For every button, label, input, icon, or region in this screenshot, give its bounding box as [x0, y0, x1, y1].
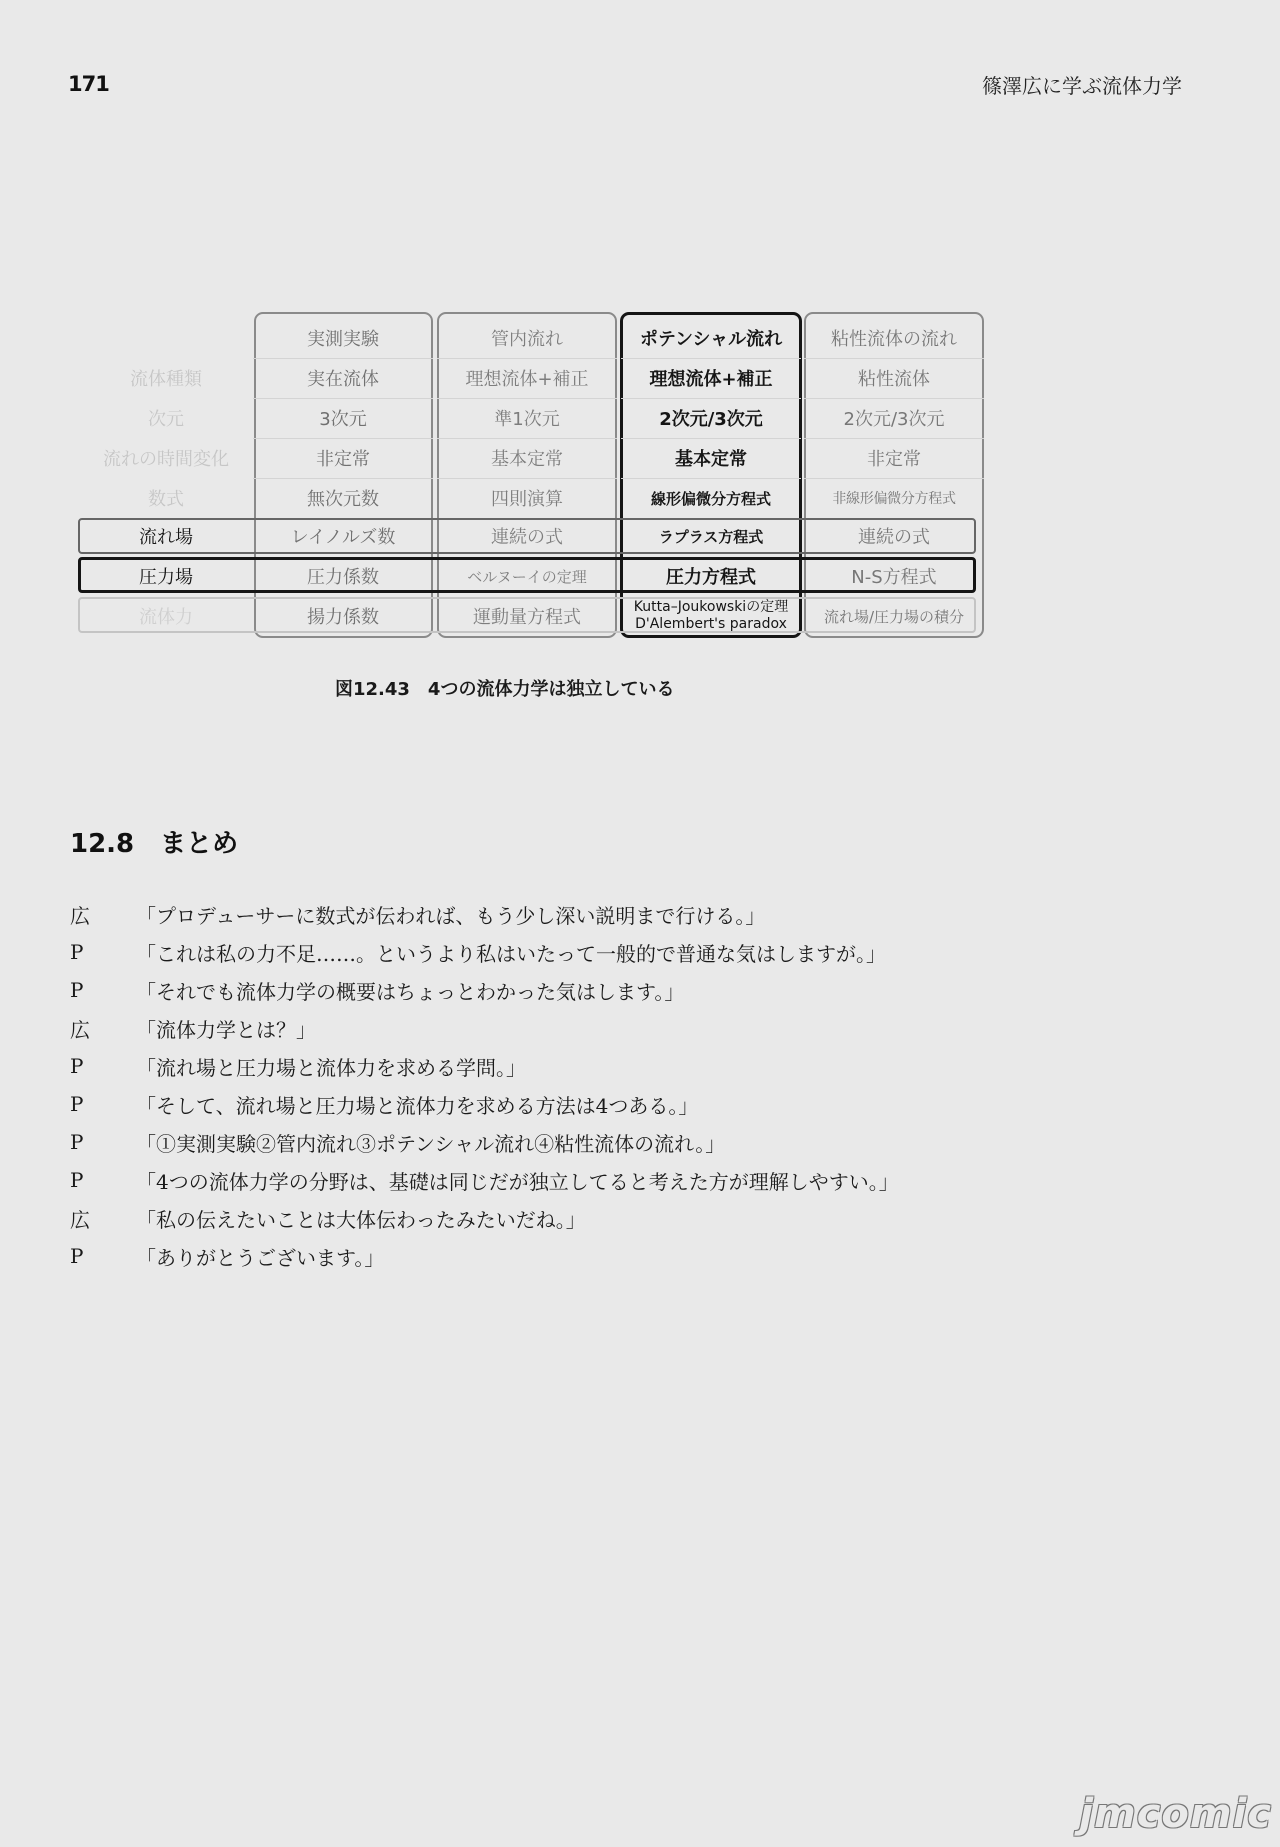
figure-comparison-table — [0, 0, 1280, 720]
speaker-label: 広 — [70, 903, 90, 928]
utterance-text: 「私の伝えたいことは大体伝わったみたいだね。」 — [136, 1207, 586, 1232]
utterance-text: 「これは私の力不足……。というより私はいたって一般的で普通な気はしますが。」 — [136, 941, 886, 966]
table-cell: ラプラス方程式 — [658, 527, 764, 546]
row-label: 流れの時間変化 — [103, 449, 229, 470]
table-cell: 非定常 — [804, 438, 984, 479]
table-cell: 流れ場/圧力場の積分 — [823, 607, 965, 626]
table-cell: 四則演算 — [491, 489, 563, 510]
row-label: 流れ場 — [139, 527, 193, 548]
table-cell: 実測実験 — [253, 318, 433, 359]
speaker-label: P — [70, 940, 84, 964]
dialogue-line — [70, 933, 1170, 971]
table-cell: 運動量方程式 — [473, 607, 581, 628]
table-cell: 理想流体+補正 — [621, 358, 801, 399]
dialogue-list — [70, 895, 1170, 1275]
table-cell: 準1次元 — [437, 398, 617, 439]
table-cell: 圧力係数 — [307, 567, 379, 588]
speaker-label: P — [70, 1168, 84, 1192]
table-cell: 3次元 — [253, 398, 433, 439]
dialogue-line — [70, 1237, 1170, 1275]
utterance-text: 「流体力学とは？」 — [136, 1017, 316, 1042]
table-cell: 連続の式 — [491, 527, 563, 548]
dialogue-line — [70, 895, 1170, 933]
table-cell: 管内流れ — [437, 318, 617, 359]
page-number: 171 — [68, 72, 109, 96]
row-label: 数式 — [148, 489, 184, 510]
table-cell: 圧力方程式 — [666, 567, 756, 588]
dialogue-line — [70, 1161, 1170, 1199]
row-label: 流体種類 — [130, 369, 202, 390]
table-cell: 線形偏微分方程式 — [650, 489, 771, 508]
table-cell: N-S方程式 — [851, 567, 937, 588]
running-title: 篠澤広に学ぶ流体力学 — [982, 74, 1182, 98]
table-cell: 基本定常 — [621, 438, 801, 479]
table-cell: 無次元数 — [307, 489, 379, 510]
table-cell: 実在流体 — [253, 358, 433, 399]
utterance-text: 「それでも流体力学の概要はちょっとわかった気はします。」 — [136, 979, 685, 1004]
table-cell: 基本定常 — [437, 438, 617, 479]
table-cell: 粘性流体 — [804, 358, 984, 399]
table-cell: 2次元/3次元 — [621, 398, 801, 439]
dialogue-line — [70, 1123, 1170, 1161]
figure-caption: 図12.43 4つの流体力学は独立している — [335, 679, 675, 700]
table-cell: 理想流体+補正 — [437, 358, 617, 399]
utterance-text: 「流れ場と圧力場と流体力を求める学問。」 — [136, 1055, 526, 1080]
speaker-label: P — [70, 1244, 84, 1268]
dialogue-line — [70, 1199, 1170, 1237]
speaker-label: P — [70, 1130, 84, 1154]
watermark-logo: jmcomic — [1079, 1791, 1272, 1837]
table-cell: 粘性流体の流れ — [804, 318, 984, 359]
table-cell: 揚力係数 — [307, 607, 379, 628]
utterance-text: 「プロデューサーに数式が伝われば、もう少し深い説明まで行ける。」 — [136, 903, 766, 928]
speaker-label: P — [70, 1092, 84, 1116]
dialogue-line — [70, 1009, 1170, 1047]
table-cell: 2次元/3次元 — [804, 398, 984, 439]
table-cell: 連続の式 — [858, 527, 930, 548]
dialogue-line — [70, 1047, 1170, 1085]
utterance-text: 「ありがとうございます。」 — [136, 1245, 385, 1270]
speaker-label: 広 — [70, 1017, 90, 1042]
utterance-text: 「そして、流れ場と圧力場と流体力を求める方法は4つある。」 — [136, 1093, 699, 1118]
dialogue-line — [70, 971, 1170, 1009]
speaker-label: 広 — [70, 1207, 90, 1232]
speaker-label: P — [70, 1054, 84, 1078]
dialogue-line — [70, 1085, 1170, 1123]
table-cell: レイノルズ数 — [290, 527, 396, 548]
speaker-label: P — [70, 978, 84, 1002]
row-label: 圧力場 — [139, 567, 193, 588]
table-cell: ポテンシャル流れ — [621, 318, 801, 359]
utterance-text: 「①実測実験②管内流れ③ポテンシャル流れ④粘性流体の流れ。」 — [136, 1131, 726, 1156]
utterance-text: 「4つの流体力学の分野は、基礎は同じだが独立してると考えた方が理解しやすい。」 — [136, 1169, 899, 1194]
kutta-joukowski-label: Kutta–Joukowskiの定理 — [633, 599, 789, 615]
section-heading: 12.8 まとめ — [70, 829, 239, 859]
table-cell: 非定常 — [253, 438, 433, 479]
row-label: 流体力 — [139, 607, 193, 628]
row-label: 次元 — [148, 409, 184, 430]
table-cell: ベルヌーイの定理 — [467, 567, 587, 586]
table-cell-two-line — [621, 596, 801, 636]
table-cell: 非線形偏微分方程式 — [832, 491, 956, 507]
dalembert-label: D'Alembert's paradox — [635, 616, 787, 632]
